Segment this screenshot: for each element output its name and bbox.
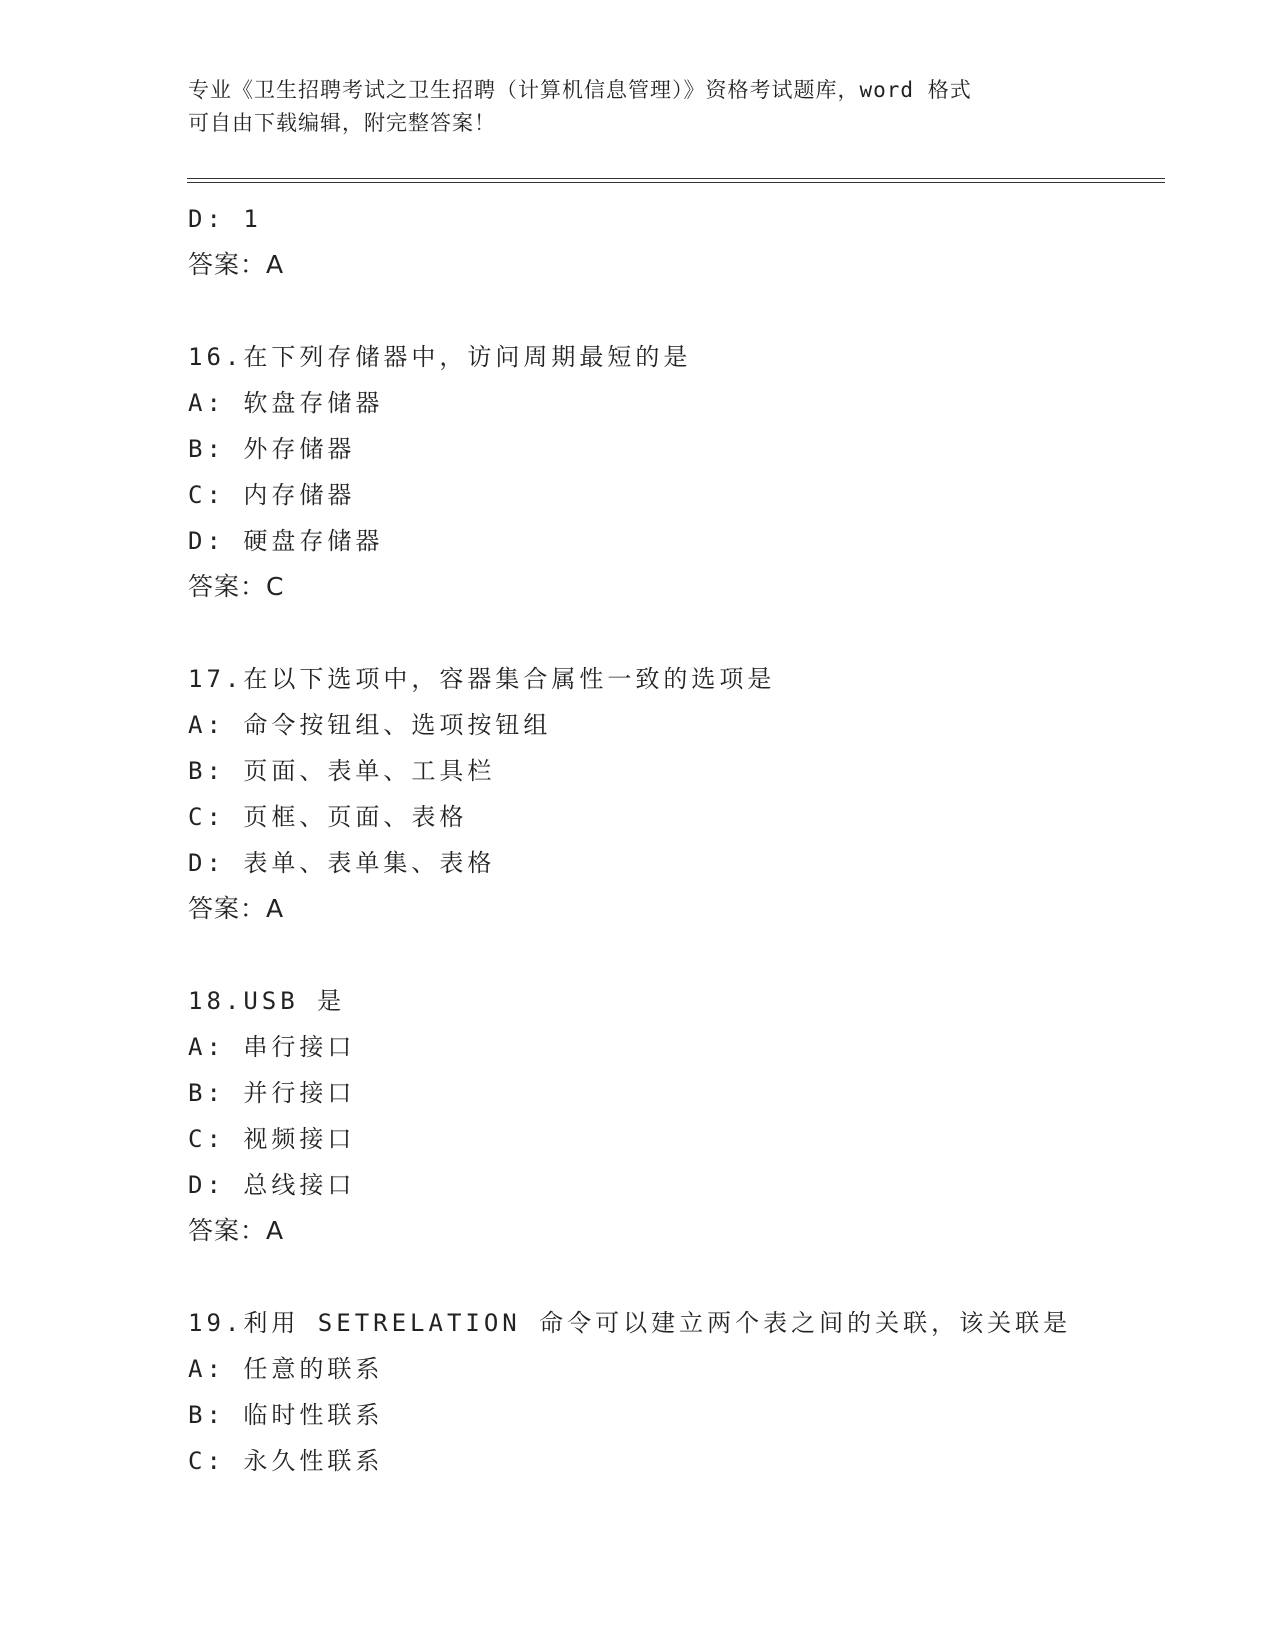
spacer (188, 932, 1148, 978)
question-18-option-c: C: 视频接口 (188, 1125, 356, 1153)
question-19-option-c: C: 永久性联系 (188, 1447, 384, 1475)
spacer (188, 1254, 1148, 1300)
question-19-stem: 19.利用 SETRELATION 命令可以建立两个表之间的关联，该关联是 (188, 1309, 1072, 1337)
question-16-option-d: D: 硬盘存储器 (188, 527, 384, 555)
question-18-option-b: B: 并行接口 (188, 1079, 356, 1107)
question-19-option-a: A: 任意的联系 (188, 1355, 384, 1383)
question-list (188, 196, 1148, 1484)
question-16-option-c: C: 内存储器 (188, 481, 356, 509)
question-16-stem: 16.在下列存储器中，访问周期最短的是 (188, 343, 692, 371)
question-19-option-b: B: 临时性联系 (188, 1401, 384, 1429)
question-17-option-d: D: 表单、表单集、表格 (188, 849, 496, 877)
prev-option-d: D: 1 (188, 205, 262, 233)
header-divider-top (187, 178, 1165, 179)
question-17-option-a: A: 命令按钮组、选项按钮组 (188, 711, 552, 739)
question-17-stem: 17.在以下选项中，容器集合属性一致的选项是 (188, 665, 776, 693)
question-18-answer: 答案：A (188, 1216, 285, 1245)
spacer (188, 288, 1148, 334)
question-16-option-a: A: 软盘存储器 (188, 389, 384, 417)
prev-answer: 答案：A (188, 250, 285, 279)
header-divider-bottom (187, 182, 1165, 183)
question-17-answer: 答案：A (188, 894, 285, 923)
question-16-option-b: B: 外存储器 (188, 435, 356, 463)
document-header (188, 74, 1068, 140)
header-line-2: 可自由下载编辑，附完整答案！ (188, 111, 496, 135)
header-line-1: 专业《卫生招聘考试之卫生招聘（计算机信息管理）》资格考试题库，word 格式 (188, 78, 972, 102)
question-16-answer: 答案：C (188, 572, 285, 601)
question-17-option-b: B: 页面、表单、工具栏 (188, 757, 496, 785)
question-18-option-d: D: 总线接口 (188, 1171, 356, 1199)
spacer (188, 610, 1148, 656)
question-18-stem: 18.USB 是 (188, 987, 346, 1015)
question-17-option-c: C: 页框、页面、表格 (188, 803, 468, 831)
question-18-option-a: A: 串行接口 (188, 1033, 356, 1061)
